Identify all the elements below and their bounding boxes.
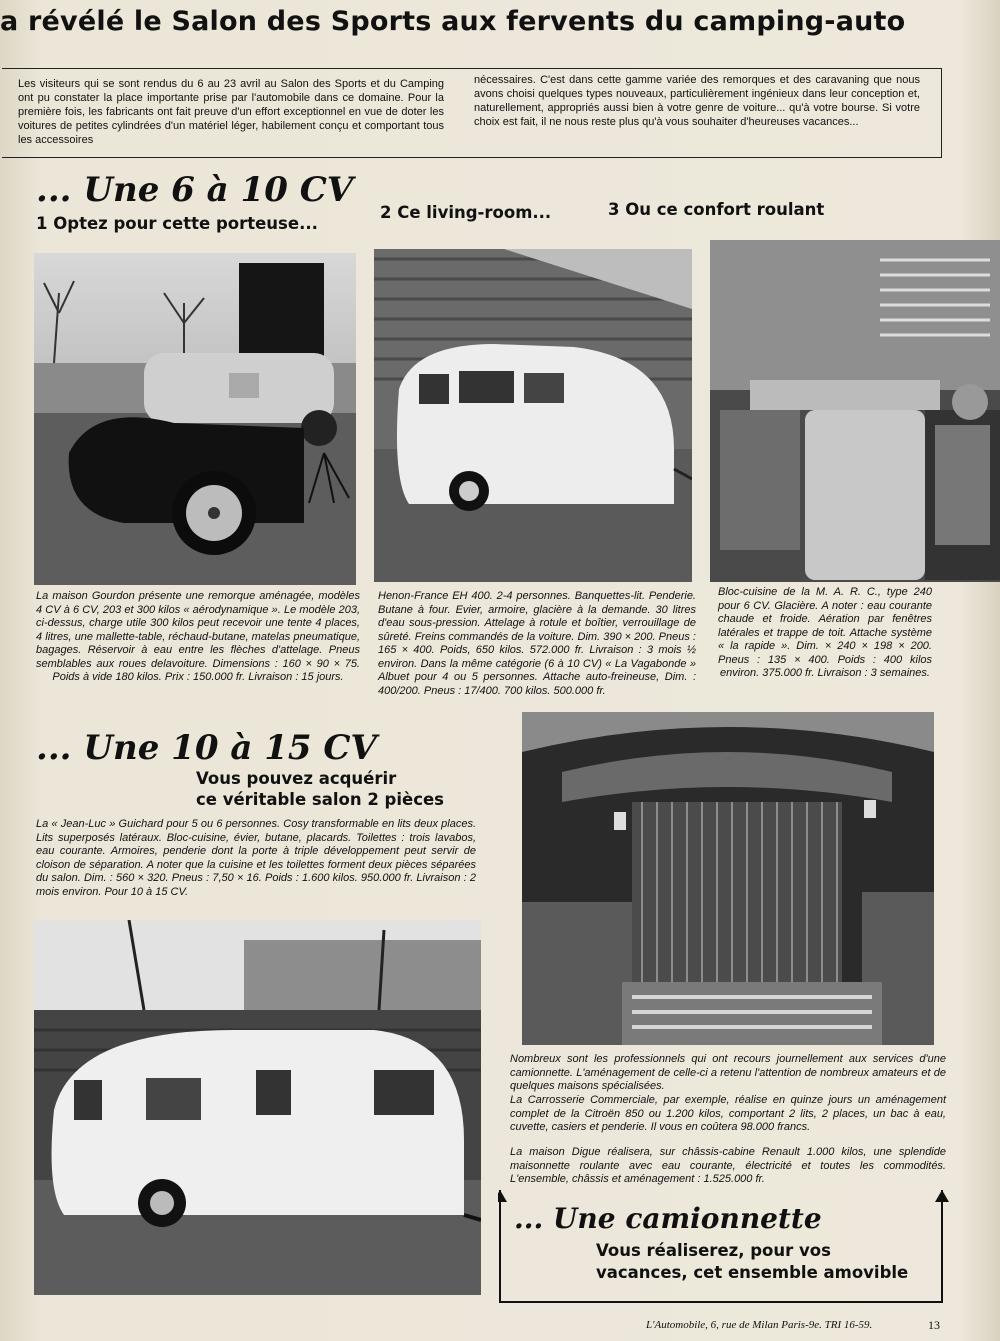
page-title: a révélé le Salon des Sports aux fervents du camping-auto <box>0 6 906 37</box>
caption-camionnette-p3: La maison Digue réalisera, sur châssis-cabine Renault 1.000 kilos, une splendide maisonnette roulante avec eau courante, électricité et toutes les commodités. L'ensemble, châssis et aménagement : 1.525.000 fr. <box>510 1146 946 1185</box>
section2-subtitle-line1: Vous pouvez acquérir <box>196 769 397 788</box>
section3-subtitle-line1: Vous réaliserez, pour vos <box>596 1241 831 1260</box>
footer-address: L'Automobile, 6, rue de Milan Paris-9e. TRI 16-59. <box>646 1319 873 1331</box>
trailer-photo-illustration <box>34 253 356 585</box>
large-caravan-photo-illustration <box>34 920 481 1295</box>
photo-henon-caravan <box>374 249 692 582</box>
section-heading-10-15cv: ... Une 10 à 15 CV <box>36 728 377 768</box>
photo-guichard-caravan <box>34 920 481 1295</box>
section-heading-6-10cv: ... Une 6 à 10 CV <box>36 170 354 210</box>
caption-marc: Bloc-cuisine de la M. A. R. C., type 240 pour 6 CV. Glacière. A noter : eau courante chaude et froide. Aération par fenêtres latérales et trappe de toit. Attache système « la rapide ». Dim. × 240 × 198 × 200. Pneus : 135 × 400. Poids : 400 kilos environ. 375.000 fr. Livraison : 3 semaines. <box>718 586 932 679</box>
page-number: 13 <box>928 1318 940 1332</box>
intro-box <box>2 68 942 158</box>
caption-camionnette-p1: Nombreux sont les professionnels qui ont recours journellement aux services d'une camionnette. L'aménagement de celle-ci a retenu l'attention de nombreux amateurs et de quelques maisons spécialisées. <box>510 1053 946 1092</box>
van-interior-photo-illustration <box>522 712 934 1045</box>
photo-camionnette-interior <box>522 712 934 1045</box>
caravan-photo-illustration <box>374 249 692 582</box>
caption-henon: Henon-France EH 400. 2-4 personnes. Banquettes-lit. Penderie. Butane à four. Evier, armoire, glacière à la demande. 30 litres d'eau sous-pression. Attelage à rotule et boîtier, verrouillage de sûreté. Freins commandés de la voiture. Dim. 390 × 200. Pneus : 165 × 400. Poids, 650 kilos. 572.000 fr. Livraison : 3 mois ½ environ. Dans la même catégorie (6 à 10 CV) « La Vagabonde » Albuet pour 4 ou 5 personnes. Attache auto-freineuse, Dim. : 400/200. Pneus : 17/400. 700 kilos. 500.000 fr. <box>378 590 696 697</box>
camionnette-box <box>498 1190 950 1305</box>
photo-gourdon-trailer <box>34 253 356 585</box>
kitchen-photo-illustration <box>710 240 1000 582</box>
item2-title: 2 Ce living-room... <box>380 203 552 222</box>
photo-marc-kitchen <box>710 240 1000 582</box>
intro-left-column: Les visiteurs qui se sont rendus du 6 au 23 avril au Salon des Sports et du Camping ont pu constater la place importante prise par l'automobile dans ce domaine. Pour la première fois, les fabricants ont fait preuve d'un effort exceptionnel en vue de doter les voitures de petites cylindrées d'un matériel léger, habilement conçu et comportant tous les accessoires <box>18 78 444 146</box>
section2-subtitle-line2: ce véritable salon 2 pièces <box>196 790 444 809</box>
caption-camionnette-p2: La Carrosserie Commerciale, par exemple, réalise en quinze jours un aménagement complet de la Citroën 850 ou 1.200 kilos, comportant 2 lits, 2 places, un bac à eau, cuvette, casiers et penderie. Il vous en coûtera 98.000 francs. <box>510 1094 946 1133</box>
item1-title: 1 Optez pour cette porteuse... <box>36 214 318 233</box>
item3-title: 3 Ou ce confort roulant <box>608 200 825 219</box>
intro-right-column: nécessaires. C'est dans cette gamme variée des remorques et des caravaning que nous avons choisi quelques types nouveaux, particulièrement ingénieux dans leur conception et, naturellement, appropriés aussi bien à votre genre de voiture... qu'à votre bourse. Si votre choix est fait, il ne nous reste plus qu'à vous souhaiter d'heureuses vacances... <box>474 74 920 128</box>
section-heading-camionnette: ... Une camionnette <box>514 1202 822 1235</box>
caption-guichard: La « Jean-Luc » Guichard pour 5 ou 6 personnes. Cosy transformable en lits deux places. Lits superposés latéraux. Bloc-cuisine, évier, butane, placards. Toilettes : trois lavabos, eau courante. Armoires, penderie dont la porte à triple développement peut servir de cloison de séparation. A noter que la cuisine et les toilettes forment deux pièces séparées du salon. Dim. : 560 × 320. Pneus : 7,50 × 16. Poids : 1.600 kilos. 950.000 fr. Livraison : 2 mois environ. Pour 10 à 15 CV. <box>36 818 476 898</box>
caption-gourdon: La maison Gourdon présente une remorque aménagée, modèles 4 CV à 6 CV, 203 et 300 kilos « aérodynamique ». Le modèle 203, ci-dessus, charge utile 300 kilos peut recevoir une tente 4 places, 4 litres, une mallette-table, réchaud-butane, matelas pneumatique, bagages. Réservoir à eau entre les flèches d'attelage. Pneus semblables aux roues delavoiture. Dimensions : 160 × 90 × 75. Poids à vide 180 kilos. Prix : 150.000 fr. Livraison : 15 jours. <box>36 590 360 683</box>
section3-subtitle-line2: vacances, cet ensemble amovible <box>596 1263 909 1282</box>
